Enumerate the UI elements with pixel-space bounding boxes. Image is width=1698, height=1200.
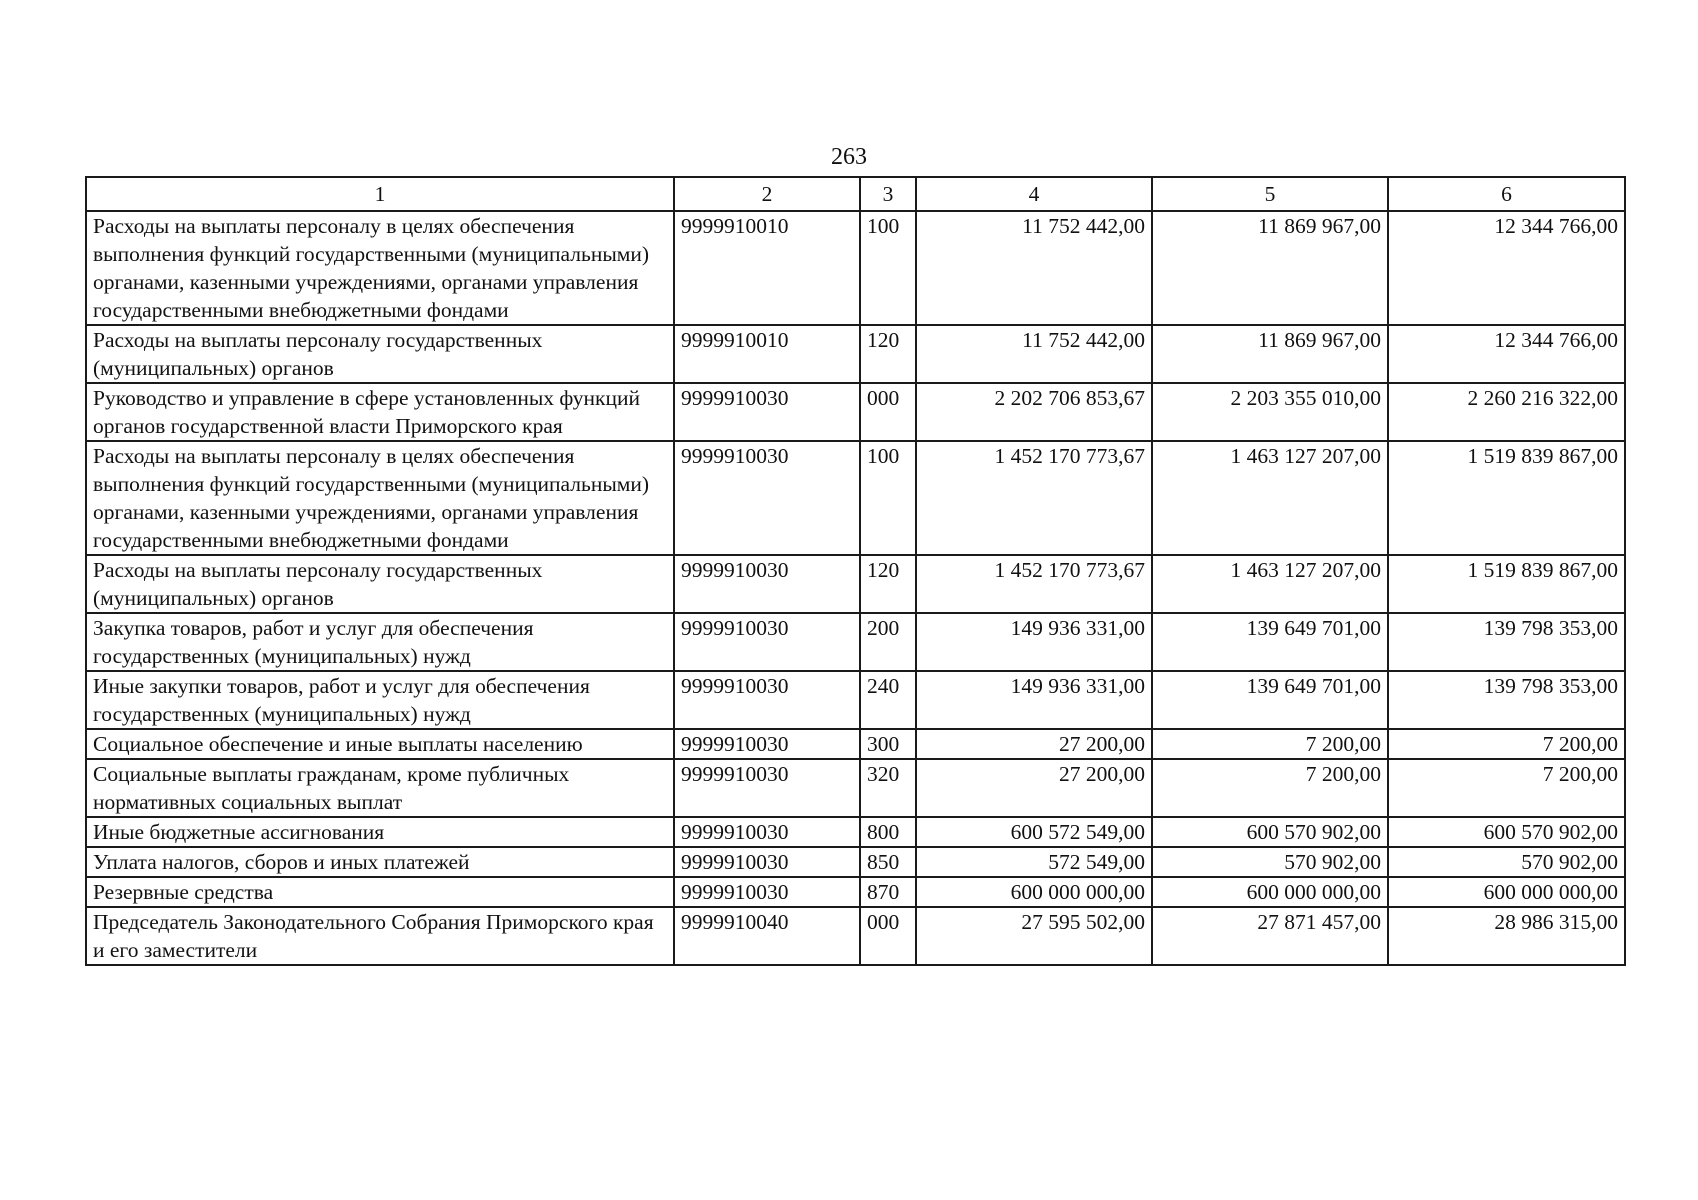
expense-type-cell: 000 — [860, 907, 916, 965]
expense-name-cell: Председатель Законодательного Собрания Приморского края и его заместители — [86, 907, 674, 965]
target-code-cell: 9999910030 — [674, 613, 860, 671]
table-row — [86, 759, 1625, 817]
expense-name-cell: Иные закупки товаров, работ и услуг для обеспечения государственных (муниципальных) нужд — [86, 671, 674, 729]
expense-type-cell: 870 — [860, 877, 916, 907]
expense-type-cell: 100 — [860, 211, 916, 325]
target-code-cell: 9999910030 — [674, 817, 860, 847]
amount-col5-cell: 11 869 967,00 — [1152, 325, 1388, 383]
amount-col4-cell: 11 752 442,00 — [916, 325, 1152, 383]
expense-type-cell: 120 — [860, 555, 916, 613]
amount-col5-cell: 1 463 127 207,00 — [1152, 441, 1388, 555]
target-code-cell: 9999910030 — [674, 759, 860, 817]
expense-type-cell: 120 — [860, 325, 916, 383]
expense-type-cell: 850 — [860, 847, 916, 877]
amount-col6-cell: 600 000 000,00 — [1388, 877, 1625, 907]
expense-name-cell: Расходы на выплаты персоналу государственных (муниципальных) органов — [86, 325, 674, 383]
amount-col6-cell: 1 519 839 867,00 — [1388, 555, 1625, 613]
amount-col4-cell: 27 200,00 — [916, 759, 1152, 817]
amount-col5-cell: 1 463 127 207,00 — [1152, 555, 1388, 613]
expense-name-cell: Руководство и управление в сфере установленных функций органов государственной власти Приморского края — [86, 383, 674, 441]
expense-type-cell: 100 — [860, 441, 916, 555]
page-number: 263 — [831, 144, 867, 170]
amount-col6-cell: 139 798 353,00 — [1388, 613, 1625, 671]
expense-type-cell: 200 — [860, 613, 916, 671]
expense-name-cell: Закупка товаров, работ и услуг для обеспечения государственных (муниципальных) нужд — [86, 613, 674, 671]
target-code-cell: 9999910030 — [674, 671, 860, 729]
amount-col5-cell: 7 200,00 — [1152, 759, 1388, 817]
expense-type-cell: 000 — [860, 383, 916, 441]
target-code-cell: 9999910010 — [674, 211, 860, 325]
amount-col5-cell: 27 871 457,00 — [1152, 907, 1388, 965]
amount-col4-cell: 600 000 000,00 — [916, 877, 1152, 907]
header-cell: 2 — [674, 177, 860, 211]
table-row — [86, 817, 1625, 847]
table-row — [86, 613, 1625, 671]
table-row — [86, 847, 1625, 877]
table-row — [86, 671, 1625, 729]
target-code-cell: 9999910030 — [674, 847, 860, 877]
target-code-cell: 9999910030 — [674, 441, 860, 555]
target-code-cell: 9999910030 — [674, 555, 860, 613]
amount-col6-cell: 12 344 766,00 — [1388, 211, 1625, 325]
amount-col4-cell: 27 595 502,00 — [916, 907, 1152, 965]
amount-col6-cell: 570 902,00 — [1388, 847, 1625, 877]
table-row — [86, 907, 1625, 965]
amount-col6-cell: 7 200,00 — [1388, 729, 1625, 759]
target-code-cell: 9999910030 — [674, 383, 860, 441]
header-cell: 1 — [86, 177, 674, 211]
expense-type-cell: 300 — [860, 729, 916, 759]
expense-name-cell: Расходы на выплаты персоналу в целях обеспечения выполнения функций государственными (муниципальными) органами, казенными учреждениями, органами управления государственными внебюджетными фондами — [86, 211, 674, 325]
amount-col5-cell: 600 000 000,00 — [1152, 877, 1388, 907]
amount-col4-cell: 1 452 170 773,67 — [916, 441, 1152, 555]
expense-type-cell: 240 — [860, 671, 916, 729]
amount-col5-cell: 139 649 701,00 — [1152, 613, 1388, 671]
amount-col6-cell: 600 570 902,00 — [1388, 817, 1625, 847]
table-row — [86, 211, 1625, 325]
table-row — [86, 325, 1625, 383]
expense-name-cell: Иные бюджетные ассигнования — [86, 817, 674, 847]
amount-col4-cell: 2 202 706 853,67 — [916, 383, 1152, 441]
amount-col5-cell: 11 869 967,00 — [1152, 211, 1388, 325]
amount-col5-cell: 2 203 355 010,00 — [1152, 383, 1388, 441]
amount-col4-cell: 600 572 549,00 — [916, 817, 1152, 847]
table-row — [86, 555, 1625, 613]
amount-col5-cell: 570 902,00 — [1152, 847, 1388, 877]
amount-col6-cell: 28 986 315,00 — [1388, 907, 1625, 965]
header-row — [86, 177, 1625, 211]
amount-col6-cell: 7 200,00 — [1388, 759, 1625, 817]
amount-col4-cell: 1 452 170 773,67 — [916, 555, 1152, 613]
amount-col6-cell: 2 260 216 322,00 — [1388, 383, 1625, 441]
table-row — [86, 383, 1625, 441]
amount-col4-cell: 149 936 331,00 — [916, 613, 1152, 671]
table-row — [86, 877, 1625, 907]
amount-col4-cell: 11 752 442,00 — [916, 211, 1152, 325]
expense-type-cell: 320 — [860, 759, 916, 817]
amount-col4-cell: 572 549,00 — [916, 847, 1152, 877]
expense-type-cell: 800 — [860, 817, 916, 847]
header-cell: 3 — [860, 177, 916, 211]
amount-col5-cell: 600 570 902,00 — [1152, 817, 1388, 847]
amount-col6-cell: 12 344 766,00 — [1388, 325, 1625, 383]
header-cell: 6 — [1388, 177, 1625, 211]
table-row — [86, 441, 1625, 555]
budget-table — [85, 176, 1626, 966]
expense-name-cell: Расходы на выплаты персоналу в целях обеспечения выполнения функций государственными (муниципальными) органами, казенными учреждениями, органами управления государственными внебюджетными фондами — [86, 441, 674, 555]
expense-name-cell: Расходы на выплаты персоналу государственных (муниципальных) органов — [86, 555, 674, 613]
target-code-cell: 9999910030 — [674, 877, 860, 907]
amount-col5-cell: 139 649 701,00 — [1152, 671, 1388, 729]
expense-name-cell: Социальное обеспечение и иные выплаты населению — [86, 729, 674, 759]
header-cell: 5 — [1152, 177, 1388, 211]
target-code-cell: 9999910010 — [674, 325, 860, 383]
expense-name-cell: Уплата налогов, сборов и иных платежей — [86, 847, 674, 877]
amount-col4-cell: 149 936 331,00 — [916, 671, 1152, 729]
amount-col5-cell: 7 200,00 — [1152, 729, 1388, 759]
target-code-cell: 9999910040 — [674, 907, 860, 965]
header-cell: 4 — [916, 177, 1152, 211]
table-row — [86, 729, 1625, 759]
expense-name-cell: Социальные выплаты гражданам, кроме публичных нормативных социальных выплат — [86, 759, 674, 817]
expense-name-cell: Резервные средства — [86, 877, 674, 907]
amount-col6-cell: 139 798 353,00 — [1388, 671, 1625, 729]
amount-col4-cell: 27 200,00 — [916, 729, 1152, 759]
amount-col6-cell: 1 519 839 867,00 — [1388, 441, 1625, 555]
target-code-cell: 9999910030 — [674, 729, 860, 759]
